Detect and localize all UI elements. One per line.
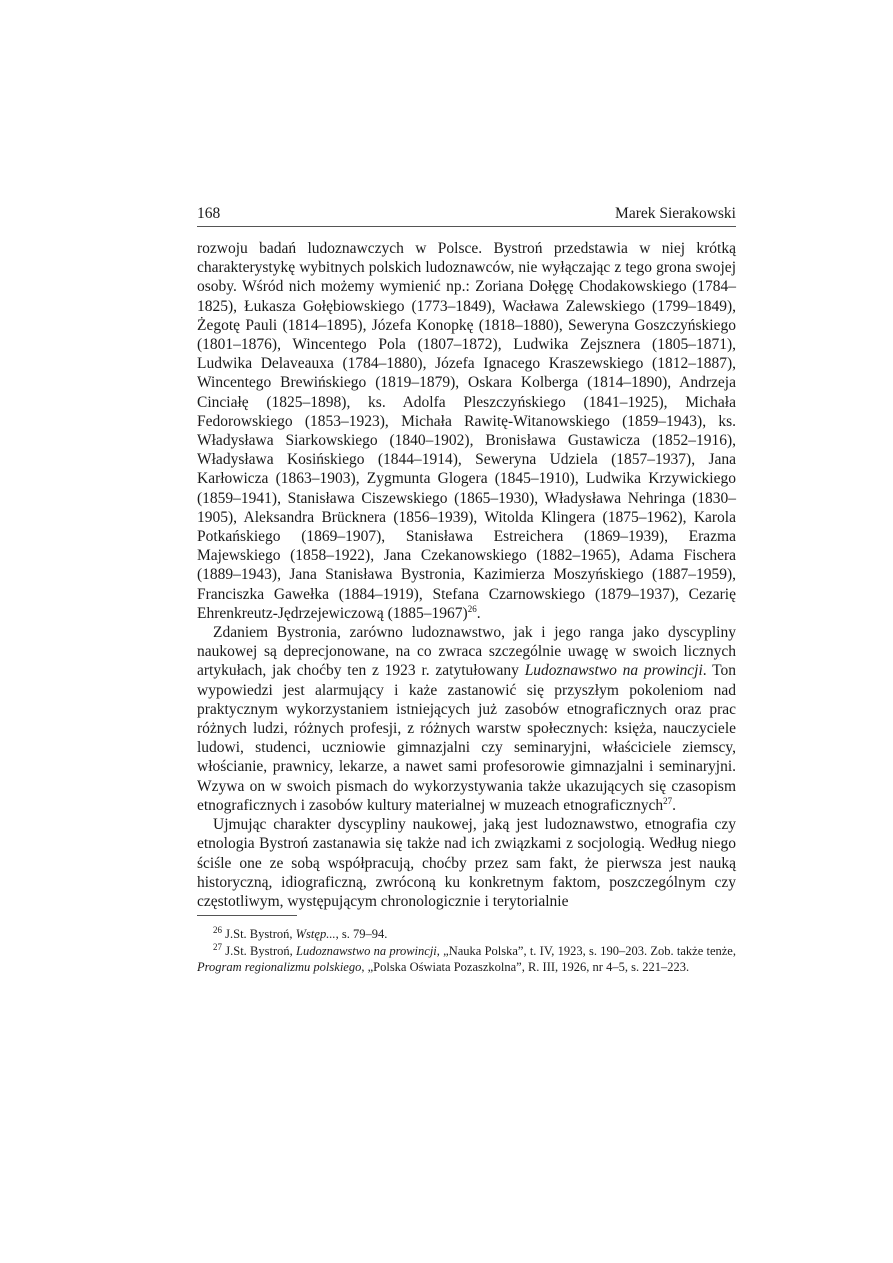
footnote-27-text-c: , „Polska Oświata Pozaszkolna”, R. III, 1926, nr 4–5, s. 221–223. bbox=[361, 960, 690, 975]
page-number: 168 bbox=[197, 205, 221, 222]
footnote-26-text-a: J.St. Bystroń, bbox=[222, 927, 296, 942]
footnote-27 bbox=[197, 943, 736, 976]
body-text bbox=[197, 239, 736, 911]
paragraph-2-end: . bbox=[672, 796, 676, 814]
footnote-27-text-a: J.St. Bystroń, bbox=[222, 943, 296, 958]
paragraph-1-end: . bbox=[476, 604, 481, 622]
footnote-number-26: 26 bbox=[213, 924, 222, 935]
footnote-26 bbox=[197, 926, 736, 943]
footnote-27-title-1: Ludoznawstwo na prowincji bbox=[296, 943, 437, 958]
footnote-26-text-b: , s. 79–94. bbox=[335, 927, 388, 942]
paragraph-2-rest: . Ton wypowiedzi jest alarmujący i każe zastanowić się przyszłym pokoleniom nad praktycznym wykorzystaniem istniejących już zasobów etnograficznych oraz prac różnych ludzi, różnych profesji, z różnych warstw społecznych: księża, nauczyciele ludowi, studenci, uczniowie gimnazjalni czy seminaryjni, właściciele ziemscy, włościanie, prawnicy, lekarze, a nawet sami profesorowie gimnazjalni i seminaryjni. Wzywa on w swoich pismach do wykorzystywania także ukazujących się czasopism etnograficznych i zasobów kultury materialnej w muzeach etnograficznych bbox=[197, 662, 737, 814]
footnote-separator bbox=[197, 915, 297, 916]
paragraph-2 bbox=[197, 623, 736, 815]
footnote-ref-26: 26 bbox=[467, 603, 477, 614]
footnotes bbox=[197, 926, 736, 976]
running-head-author: Marek Sierakowski bbox=[615, 205, 736, 222]
paragraph-2-title: Ludoznawstwo na prowincji bbox=[524, 662, 703, 680]
page bbox=[197, 204, 736, 976]
footnote-26-title: Wstęp... bbox=[295, 927, 336, 942]
footnote-27-text-b: , „Nauka Polska”, t. IV, 1923, s. 190–203. Zob. także tenże, bbox=[436, 943, 736, 958]
footnote-27-title-2: Program regionalizmu polskiego bbox=[197, 960, 362, 975]
running-head bbox=[197, 204, 736, 227]
footnote-ref-27: 27 bbox=[663, 795, 673, 806]
footnote-number-27: 27 bbox=[213, 941, 222, 952]
paragraph-3: Ujmując charakter dyscypliny naukowej, jaką jest ludoznawstwo, etnografia czy etnologia Bystroń zastanawia się także nad ich związkami z socjologią. Według niego ściśle one ze sobą współpracują, choćby przez sam fakt, że pierwsza jest nauką historyczną, idiograficzną, zwróconą ku konkretnym faktom, poszczególnym czy częstotliwym, występującym chronologicznie i terytorialnie bbox=[197, 816, 736, 910]
paragraph-1 bbox=[197, 239, 736, 623]
paragraph-2-start: Zdaniem Bystronia, zarówno ludoznawstwo, jak i jego ranga jako dyscypliny naukowej są deprecjonowane, na co zwraca szczególnie uwagę w swoich licznych artykułach, jak choćby ten z 1923 r. zatytułowany bbox=[197, 624, 736, 680]
paragraph-1-text: rozwoju badań ludoznawczych w Polsce. Bystroń przedstawia w niej krótką charakterystykę wybitnych polskich ludoznawców, nie wyłączając z tego grona swojej osoby. Wśród nich możemy wymienić np.: Zoriana Dołęgę Chodakowskiego (1784–1825), Łukasza Gołębiowskiego (1773–1849), Wacława Zalewskiego (1799–1849), Żegotę Pauli (1814–1895), Józefa Konopkę (1818–1880), Seweryna Goszczyńskiego (1801–1876), Wincentego Pola (1807–1872), Ludwika Zejsznera (1805–1871), Ludwika Delaveauxa (1784–1880), Józefa Ignacego Kraszewskiego (1812–1887), Wincentego Brewińskiego (1819–1879), Oskara Kolberga (1814–1890), Andrzeja Cinciałę (1825–1898), ks. Adolfa Pleszczyńskiego (1841–1925), Michała Fedorowskiego (1853–1923), Michała Rawitę-Witanowskiego (1859–1943), ks. Władysława Siarkowskiego (1840–1902), Bronisława Gustawicza (1852–1916), Władysława Kosińskiego (1844–1914), Seweryna Udziela (1857–1937), Jana Karłowicza (1863–1903), Zygmunta Glogera (1845–1910), Ludwika Krzywickiego (1859–1941), Stanisława Ciszewskiego (1865–1930), Władysława Nehringa (1830–1905), Aleksandra Brücknera (1856–1939), Witolda Klingera (1875–1962), Karola Potkańskiego (1869–1907), Stanisława Estreichera (1869–1939), Erazma Majewskiego (1858–1922), Jana Czekanowskiego (1882–1965), Adama Fischera (1889–1943), Jana Stanisława Bystronia, Kazimierza Moszyńskiego (1887–1959), Franciszka Gawełka (1884–1919), Stefana Czarnowskiego (1879–1937), Cezarię Ehrenkreutz-Jędrzejewiczową (1885–1967) bbox=[197, 240, 736, 622]
